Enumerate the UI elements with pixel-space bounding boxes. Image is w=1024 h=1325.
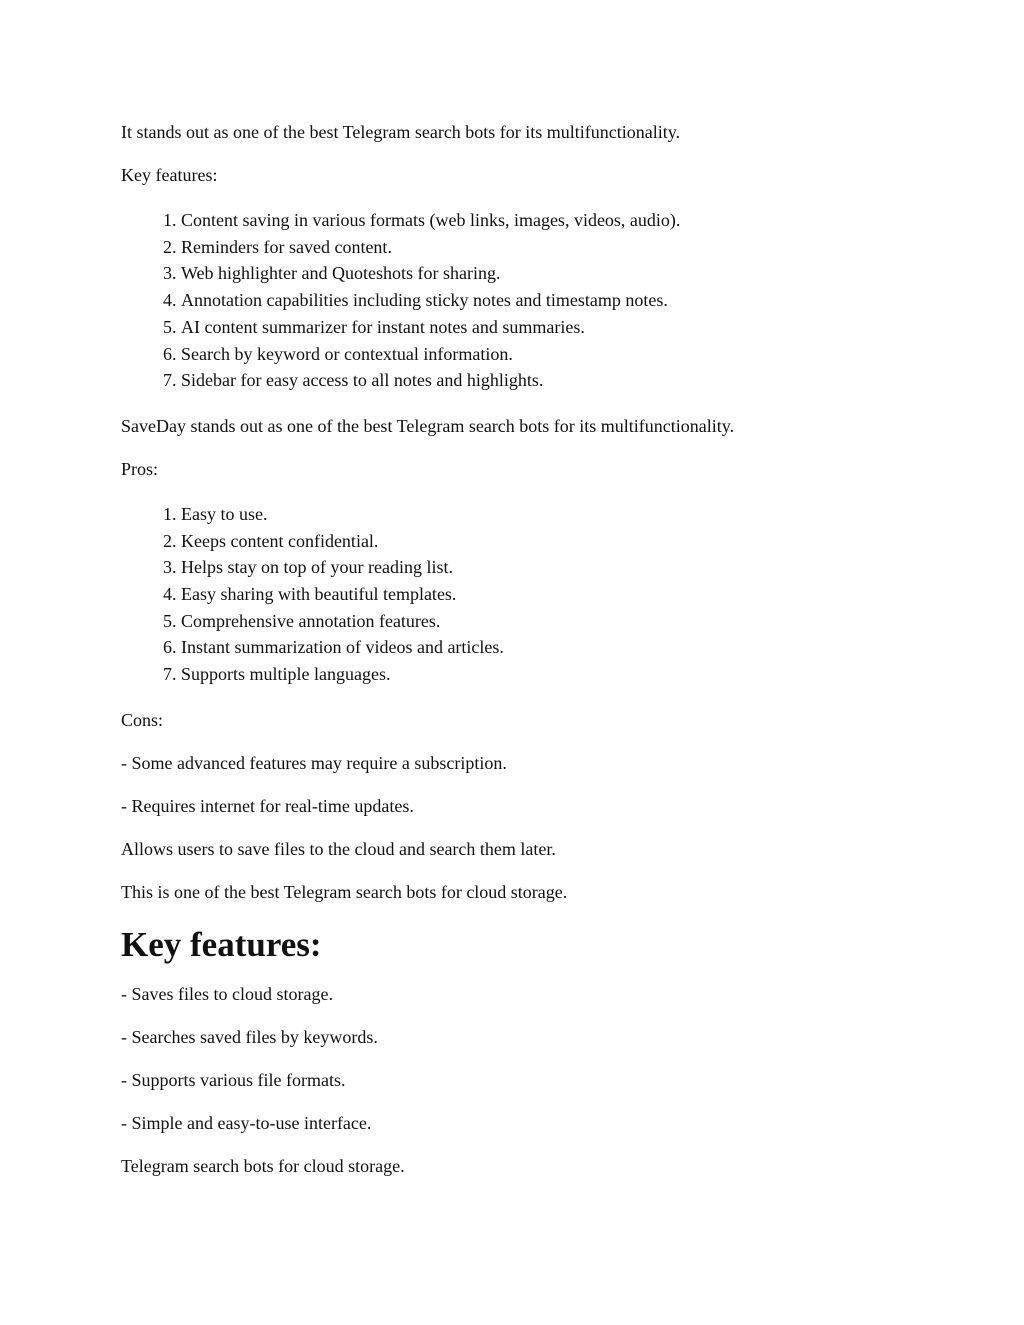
cloud-feature-item: - Simple and easy-to-use interface. — [121, 1112, 372, 1133]
list-item: 2. Reminders for saved content. — [181, 234, 921, 261]
list-item: 1. Easy to use. — [181, 501, 921, 528]
list-item: 3. Web highlighter and Quoteshots for sharing. — [181, 260, 921, 287]
document-page — [121, 121, 921, 1198]
cloud-feature-item: - Saves files to cloud storage. — [121, 983, 333, 1004]
list-item: 7. Sidebar for easy access to all notes and highlights. — [181, 367, 921, 394]
list-item: 6. Instant summarization of videos and articles. — [181, 634, 921, 661]
list-item: 5. AI content summarizer for instant notes and summaries. — [181, 314, 921, 341]
key-features-label: Key features: — [121, 165, 218, 185]
list-item: 3. Helps stay on top of your reading list. — [181, 554, 921, 581]
closing-paragraph: Telegram search bots for cloud storage. — [121, 1155, 405, 1176]
list-item: 4. Easy sharing with beautiful templates. — [181, 581, 921, 608]
pros-label: Pros: — [121, 458, 159, 479]
cons-item: - Requires internet for real-time updates. — [121, 795, 414, 816]
cons-label: Cons: — [121, 709, 164, 730]
cloud-feature-item: - Searches saved files by keywords. — [121, 1026, 378, 1047]
key-features-list — [121, 207, 921, 394]
cloud-feature-item: - Supports various file formats. — [121, 1069, 346, 1090]
cloud-intro: Allows users to save files to the cloud and search them later. — [121, 838, 556, 859]
list-item: 2. Keeps content confidential. — [181, 528, 921, 555]
list-item: 6. Search by keyword or contextual information. — [181, 341, 921, 368]
list-item: 5. Comprehensive annotation features. — [181, 608, 921, 635]
saveday-summary: SaveDay stands out as one of the best Telegram search bots for its multifunctionality. — [121, 415, 735, 436]
list-item: 7. Supports multiple languages. — [181, 661, 921, 688]
cloud-features-heading: Key features: — [121, 924, 322, 964]
intro-paragraph: It stands out as one of the best Telegram search bots for its multifunctionality. — [121, 122, 681, 142]
cons-item: - Some advanced features may require a subscription. — [121, 752, 507, 773]
pros-list — [121, 501, 921, 688]
cloud-summary: This is one of the best Telegram search bots for cloud storage. — [121, 881, 568, 902]
list-item: 4. Annotation capabilities including sticky notes and timestamp notes. — [181, 287, 921, 314]
list-item: 1. Content saving in various formats (web links, images, videos, audio). — [181, 207, 921, 234]
